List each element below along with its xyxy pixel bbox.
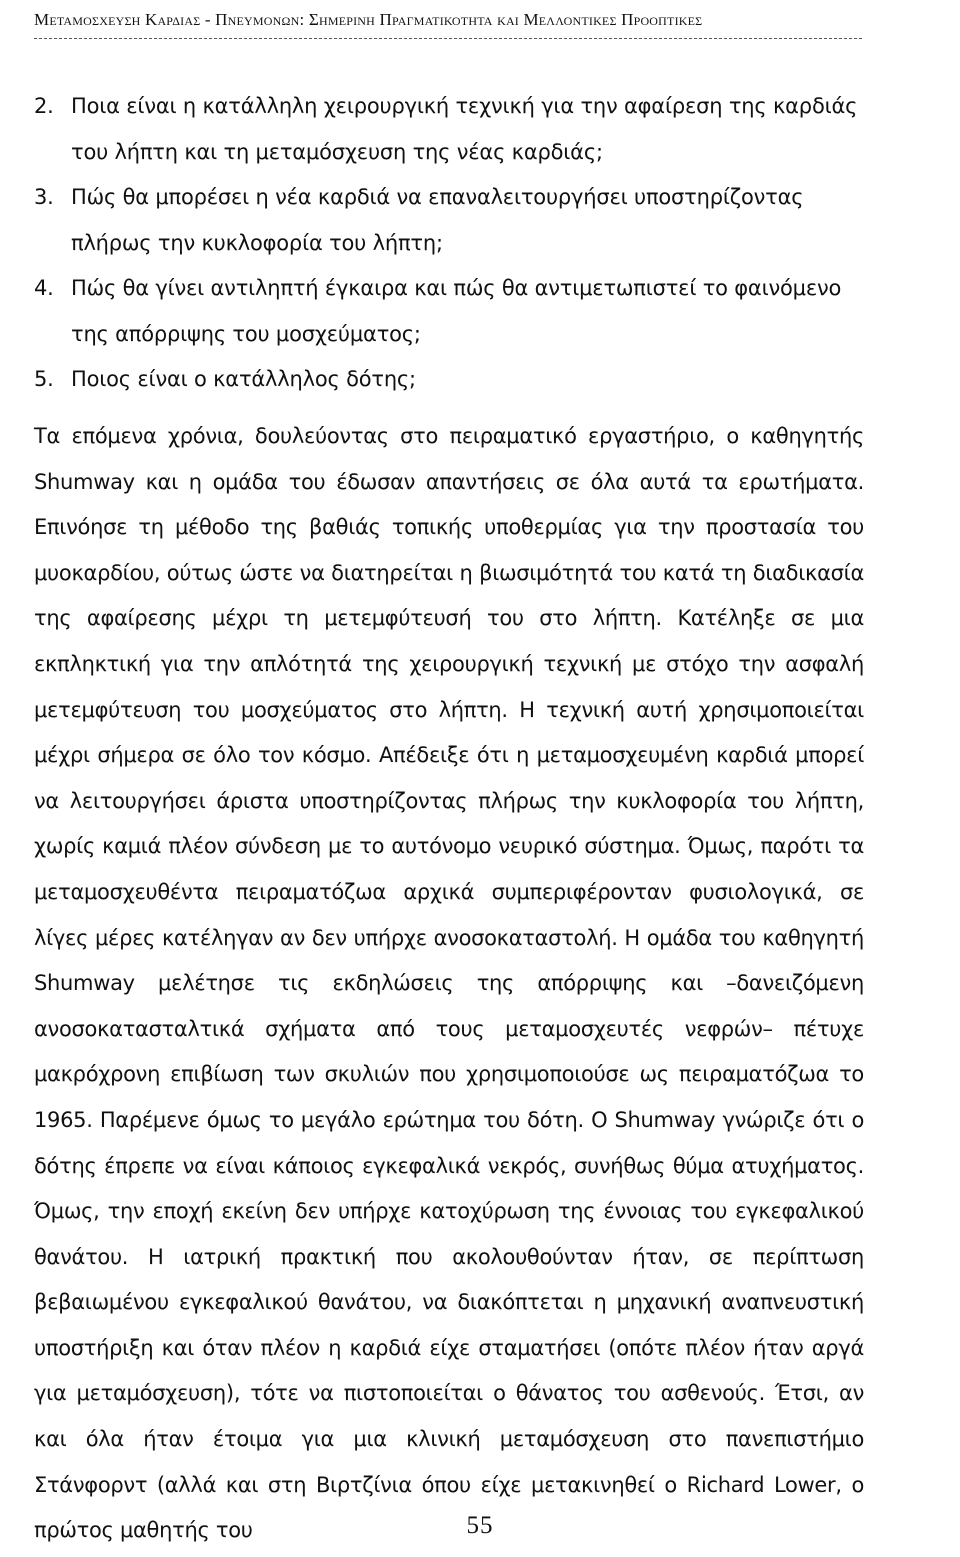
question-number: 2. [34,94,54,118]
page-number: 55 [466,1512,494,1539]
question-item [34,266,870,357]
question-item [34,357,870,403]
running-header: Μεταμοσχευση Καρδιας - Πνευμονων: Σημερινη Πραγματικοτητα και Μελλοντικες Προοπτικες [34,10,703,29]
question-number: 4. [34,276,54,300]
question-number: 3. [34,185,54,209]
question-text: Ποιος είναι ο κατάλληλος δότης; [71,367,416,391]
question-list [34,84,870,403]
question-item [34,84,870,175]
body-paragraph: Τα επόμενα χρόνια, δουλεύοντας στο πειραματικό εργαστήριο, ο καθηγητής Shumway και η ομάδα του έδωσαν απαντήσεις σε όλα αυτά τα ερωτήματα. Επινόησε τη μέθοδο της βαθιάς τοπικής υποθερμίας για την προστασία του μυοκαρδίου, ούτως ώστε να διατηρείται η βιωσιμότητά του κατά τη διαδικασία της αφαίρεσης μέχρι τη μετεμφύτευσή του στο λήπτη. Κατέληξε σε μια εκπληκτική για την απλότητά της χειρουργική τεχνική με στόχο την ασφαλή μετεμφύτευση του μοσχεύματος στο λήπτη. Η τεχνική αυτή χρησιμοποιείται μέχρι σήμερα σε όλο τον κόσμο. Απέδειξε ότι η μεταμοσχευμένη καρδιά μπορεί να λειτουργήσει άριστα υποστηρίζοντας πλήρως την κυκλοφορία του λήπτη, χωρίς καμιά πλέον σύνδεση με το αυτόνομο νευρικό σύστημα. Όμως, παρότι τα μεταμοσχευθέντα πειραματόζωα αρχικά συμπεριφέρονταν φυσιολογικά, σε λίγες μέρες κατέληγαν αν δεν υπήρχε ανοσοκαταστολή. Η ομάδα του καθηγητή Shumway μελέτησε τις εκδηλώσεις της απόρριψης και –δανειζόμενη ανοσοκατασταλτικά σχήματα από τους μεταμοσχευτές νεφρών– πέτυχε μακρόχρονη επιβίωση των σκυλιών που χρησιμοποιούσε ως πειραματόζωα το 1965. Παρέμενε όμως το μεγάλο ερώτημα του δότη. Ο Shumway γνώριζε ότι ο δότης έπρεπε να είναι κάποιος εγκεφαλικά νεκρός, συνήθως θύμα ατυχήματος. Όμως, την εποχή εκείνη δεν υπήρχε κατοχύρωση της έννοιας του εγκεφαλικού θανάτου. Η ιατρική πρακτική που ακολουθούνταν ήταν, σε περίπτωση βεβαιωμένου εγκεφαλικού θανάτου, να διακόπτεται η μηχανική αναπνευστική υποστήριξη και όταν πλέον η καρδιά είχε σταματήσει (οπότε πλέον ήταν αργά για μεταμόσχευση), τότε να πιστοποιείται ο θάνατος του ασθενούς. Έτσι, αν και όλα ήταν έτοιμα για μια κλινική μεταμόσχευση στο πανεπιστήμιο Στάνφορντ (αλλά και στη Βιρτζίνια όπου είχε μετακινηθεί ο Richard Lower, ο πρώτος μαθητής του [34,424,864,1543]
header-rule [34,38,862,39]
question-text: Πώς θα μπορέσει η νέα καρδιά να επαναλειτουργήσει υποστηρίζοντας πλήρως την κυκλοφορία του λήπτη; [71,185,804,255]
question-number: 5. [34,367,54,391]
question-text: Πώς θα γίνει αντιληπτή έγκαιρα και πώς θα αντιμετωπιστεί το φαινόμενο της απόρριψης του μοσχεύματος; [71,276,842,346]
question-text: Ποια είναι η κατάλληλη χειρουργική τεχνική για την αφαίρεση της καρδιάς του λήπτη και τη μεταμόσχευση της νέας καρδιάς; [71,94,858,164]
question-item [34,175,870,266]
